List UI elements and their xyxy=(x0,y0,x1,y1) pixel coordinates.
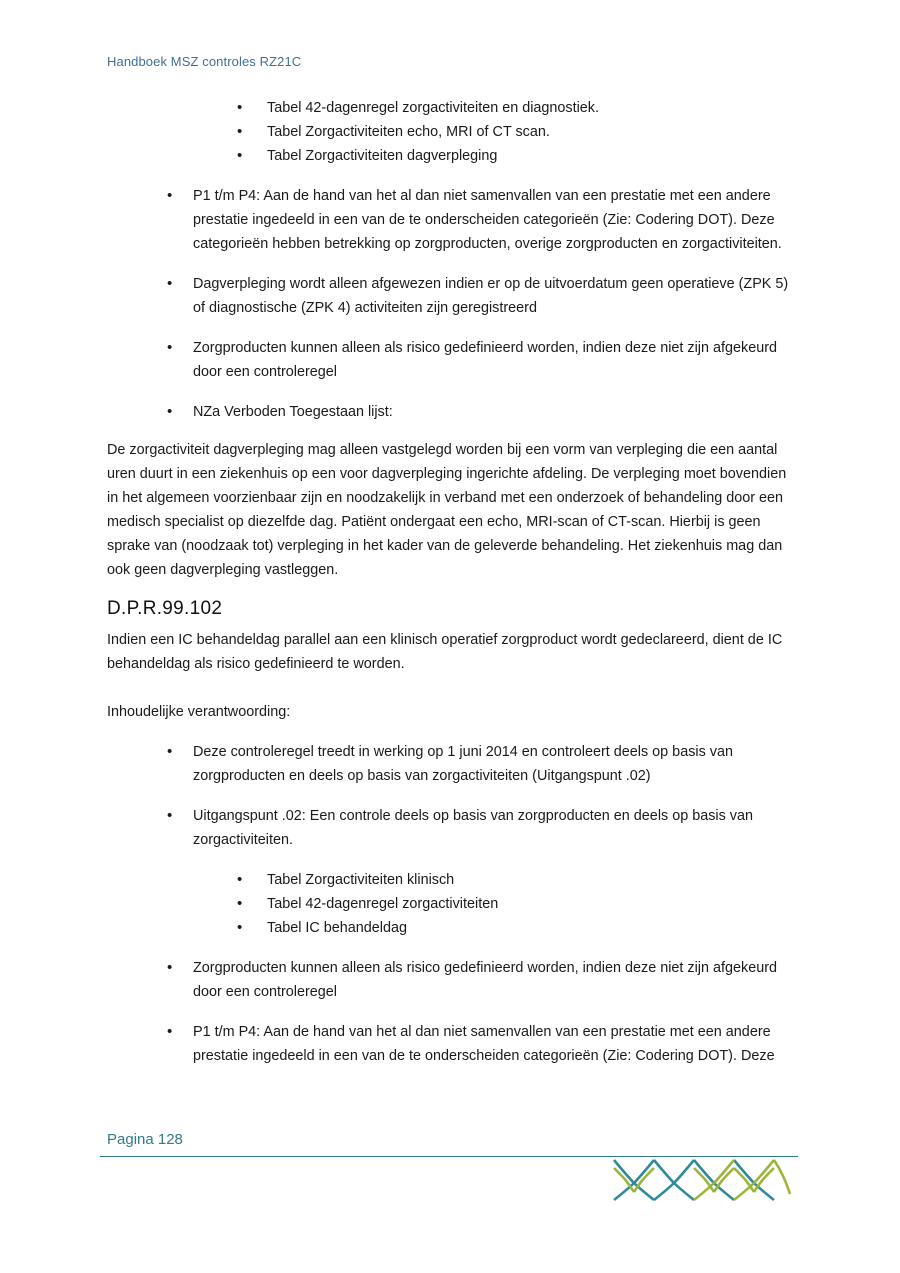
list-item: • Tabel Zorgactiviteiten klinisch xyxy=(107,868,797,892)
list-item: • P1 t/m P4: Aan de hand van het al dan niet samenvallen van een prestatie met een andere prestatie ingedeeld in een van de te onderscheiden categorieën (Zie: Codering DOT). Deze categorieën hebben betrekking op zorgproducten, overige zorgproducten en zorgactiviteiten. xyxy=(107,184,797,256)
list-item: • Zorgproducten kunnen alleen als risico gedefinieerd worden, indien deze niet zijn afgekeurd door een controleregel xyxy=(107,336,797,384)
list-item: • Deze controleregel treedt in werking op 1 juni 2014 en controleert deels op basis van zorgproducten en deels op basis van zorgactiviteiten (Uitgangspunt .02) xyxy=(107,740,797,788)
list-item: • Tabel IC behandeldag xyxy=(107,916,797,940)
list-item: • Tabel 42-dagenregel zorgactiviteiten en diagnostiek. xyxy=(107,96,797,120)
list-item: • Tabel 42-dagenregel zorgactiviteiten xyxy=(107,892,797,916)
list-item: • Uitgangspunt .02: Een controle deels op basis van zorgproducten en deels op basis van zorgactiviteiten. xyxy=(107,804,797,852)
section-bullets-a xyxy=(107,740,797,852)
list-item: • Zorgproducten kunnen alleen als risico gedefinieerd worden, indien deze niet zijn afgekeurd door een controleregel xyxy=(107,956,797,1004)
document-header-title: Handboek MSZ controles RZ21C xyxy=(107,54,302,69)
list-item: • Tabel Zorgactiviteiten echo, MRI of CT scan. xyxy=(107,120,797,144)
section-subheading: Inhoudelijke verantwoording: xyxy=(107,704,291,720)
section-sublist xyxy=(107,868,797,940)
list-item: • Tabel Zorgactiviteiten dagverpleging xyxy=(107,144,797,168)
section-bullets-b xyxy=(107,956,797,1068)
top-bullets xyxy=(107,184,797,424)
top-sublist xyxy=(107,96,797,168)
page-number: Pagina 128 xyxy=(107,1131,183,1148)
decorative-logo-icon xyxy=(612,1154,792,1202)
list-item: • Dagverpleging wordt alleen afgewezen indien er op de uitvoerdatum geen operatieve (ZPK 5) of diagnostische (ZPK 4) activiteiten zijn geregistreerd xyxy=(107,272,797,320)
list-item: • P1 t/m P4: Aan de hand van het al dan niet samenvallen van een prestatie met een andere prestatie ingedeeld in een van de te onderscheiden categorieën (Zie: Codering DOT). Deze xyxy=(107,1020,797,1068)
list-item: • NZa Verboden Toegestaan lijst: xyxy=(107,400,797,424)
section-intro: Indien een IC behandeldag parallel aan een klinisch operatief zorgproduct wordt gedeclareerd, dient de IC behandeldag als risico gedefinieerd te worden. xyxy=(107,632,783,672)
paragraph-dagverpleging: De zorgactiviteit dagverpleging mag alleen vastgelegd worden bij een vorm van verpleging die een aantal uren duurt in een ziekenhuis op een voor dagverpleging ingerichte afdeling. De verpleging moet bovendien in het algemeen voorzienbaar zijn en noodzakelijk in verband met een onderzoek of behandeling door een medisch specialist op diezelfde dag. Patiënt ondergaat een echo, MRI-scan of CT-scan. Hierbij is geen sprake van (noodzaak tot) verpleging in het kader van de geleverde behandeling. Het ziekenhuis mag dan ook geen dagverpleging vastleggen. xyxy=(107,442,787,578)
page-content xyxy=(107,96,797,1068)
section-heading: D.P.R.99.102 xyxy=(107,598,223,619)
